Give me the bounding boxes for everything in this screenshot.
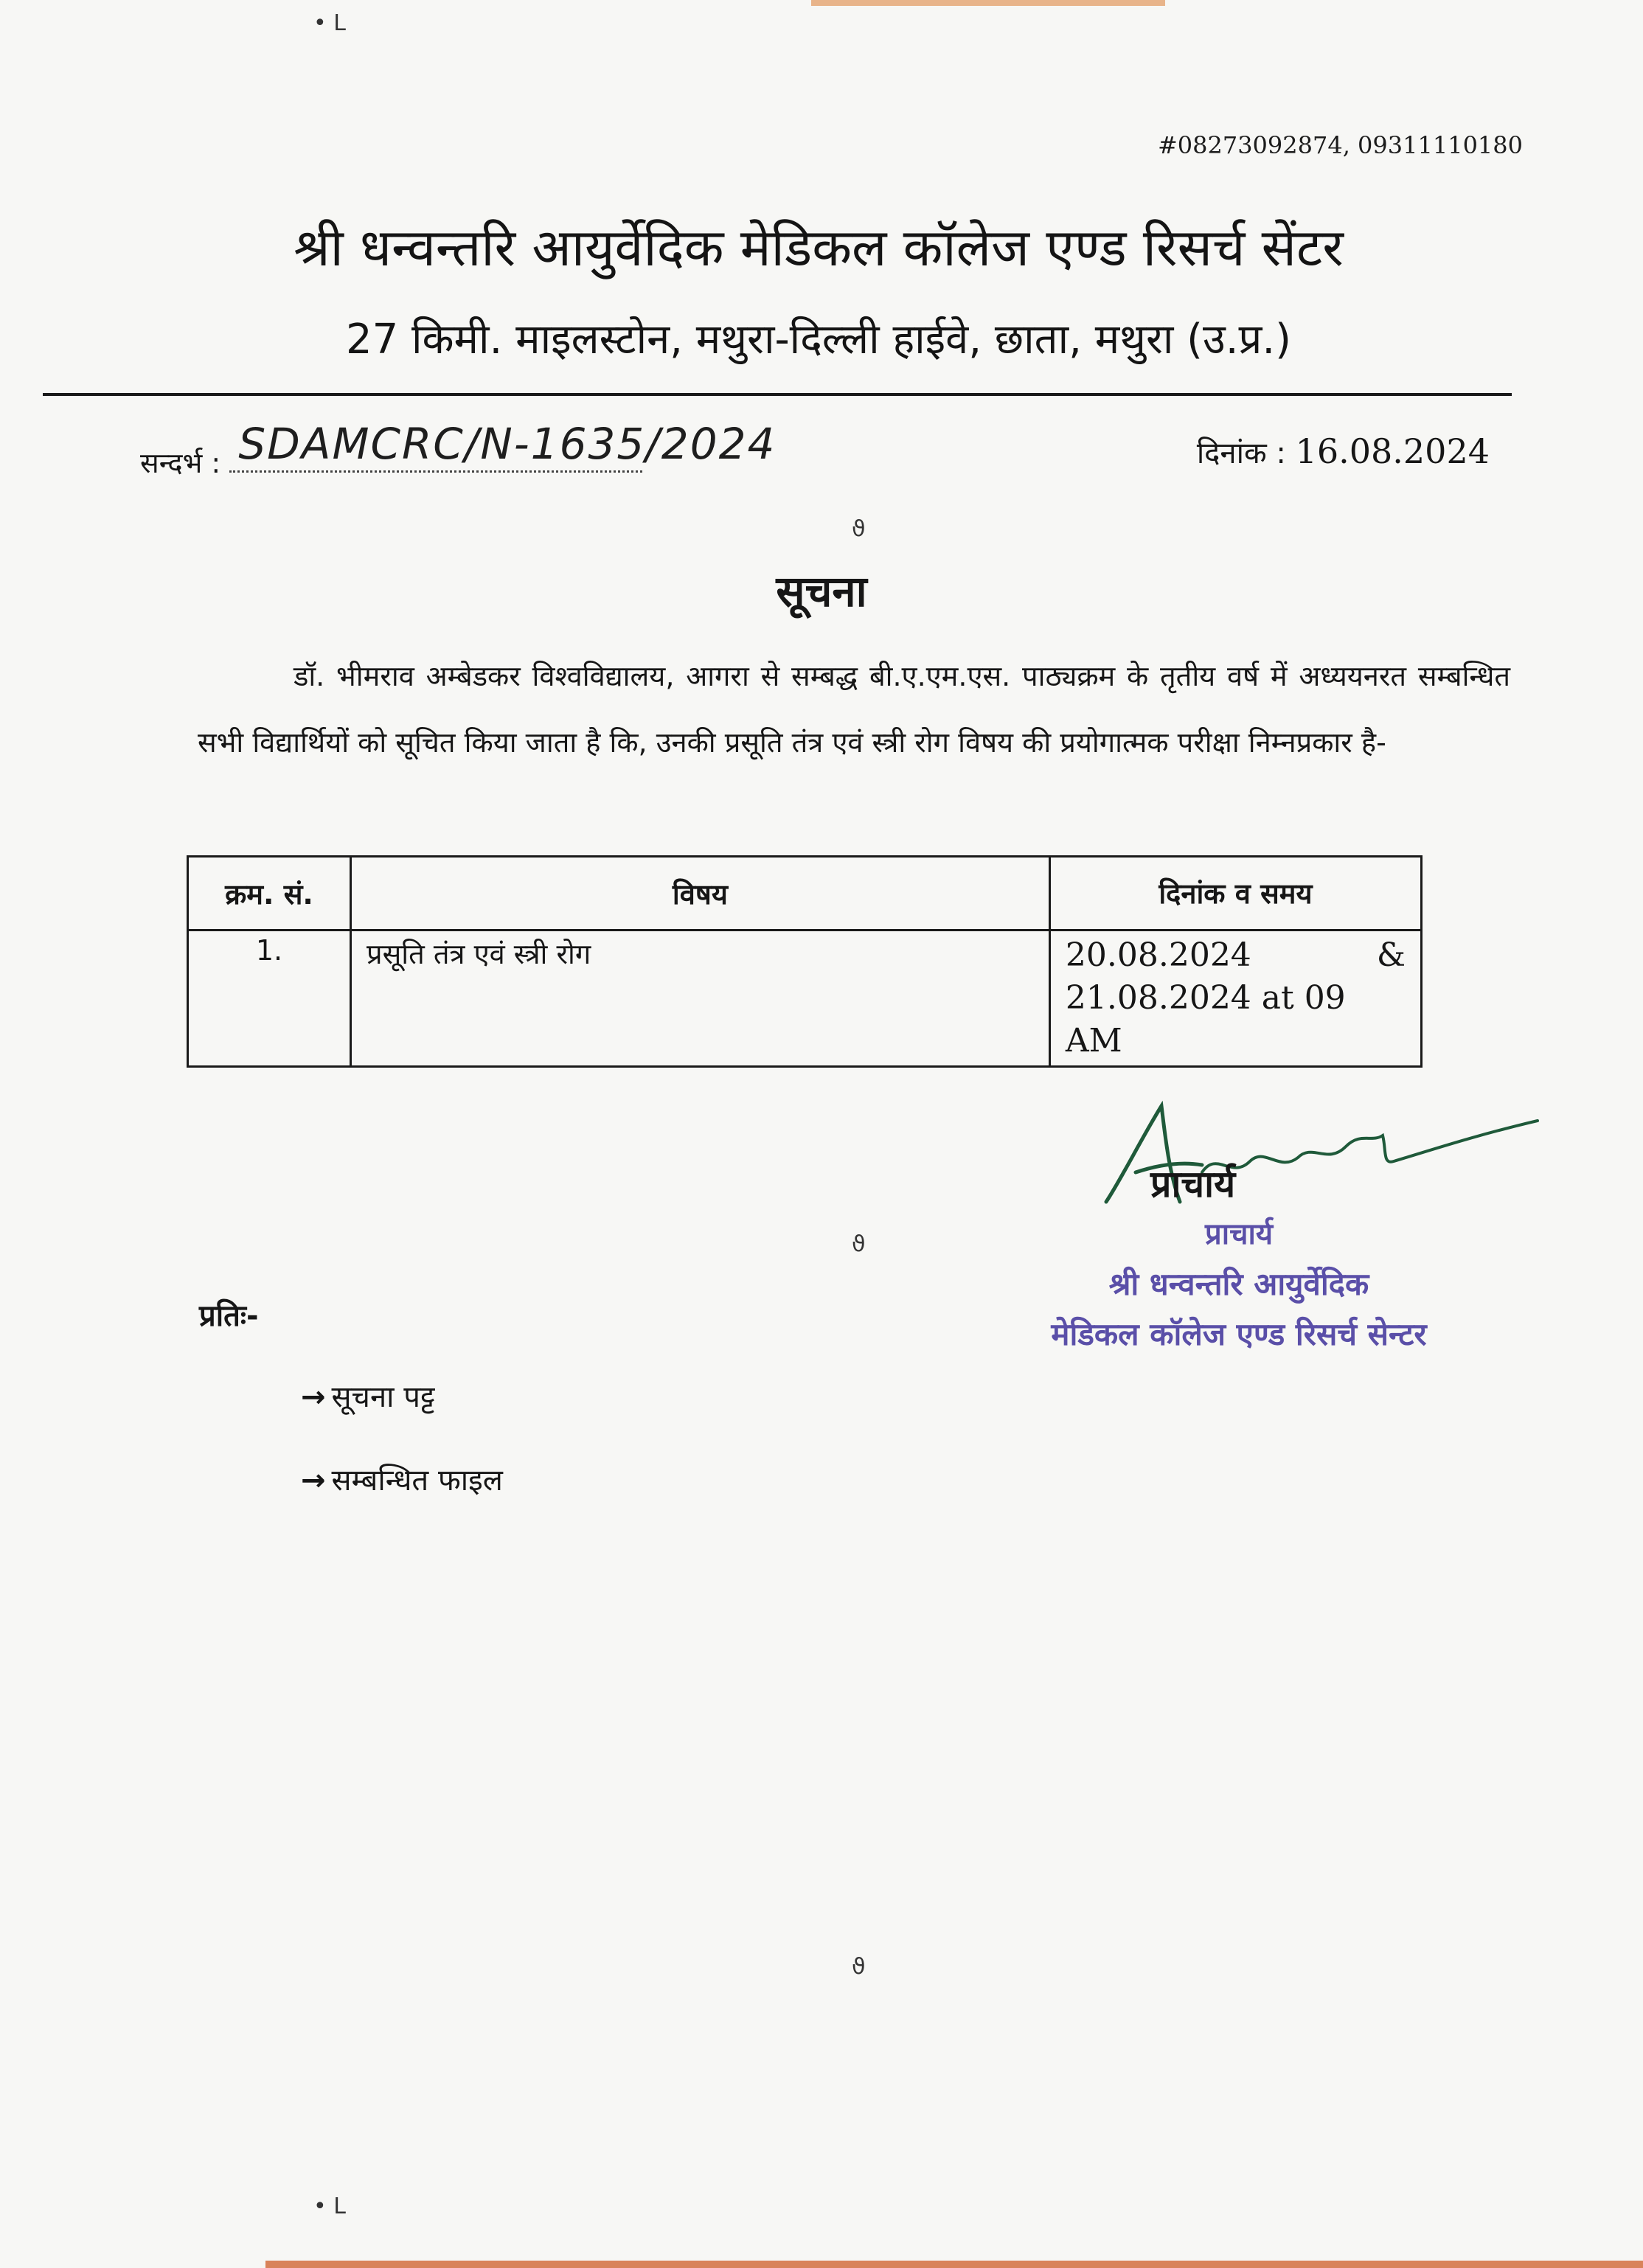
table-header-row bbox=[188, 857, 1422, 930]
paper-edge bbox=[265, 2261, 1643, 2268]
cell-serial: 1. bbox=[188, 930, 351, 1067]
scan-mark: ϑ bbox=[852, 516, 866, 542]
reference-dotted-field bbox=[229, 419, 777, 473]
date-label: दिनांक : bbox=[1196, 436, 1286, 470]
copy-to-item-label: सूचना पट्ट bbox=[331, 1380, 435, 1414]
table-row bbox=[188, 930, 1422, 1067]
header-date-time: दिनांक व समय bbox=[1049, 857, 1421, 930]
notice-body-text: डॉ. भीमराव अम्बेडकर विश्वविद्यालय, आगरा से सम्बद्ध बी.ए.एम.एस. पाठ्यक्रम के तृतीय वर्ष में अध्ययनरत सम्बन्धित सभी विद्यार्थियों को सूचित किया जाता है कि, उनकी प्रसूति तंत्र एवं स्त्री रोग विषय की प्रयोगात्मक परीक्षा निम्नप्रकार है- bbox=[198, 660, 1510, 759]
header-divider bbox=[43, 393, 1512, 396]
cell-date-time bbox=[1049, 930, 1421, 1067]
notice-body bbox=[198, 643, 1510, 776]
reference-line bbox=[140, 419, 777, 481]
copy-to-item bbox=[301, 1375, 435, 1416]
principal-stamp bbox=[1010, 1209, 1467, 1360]
cell-date-line1: 20.08.2024 bbox=[1065, 936, 1251, 974]
header-subject: विषय bbox=[350, 857, 1049, 930]
reference-label: सन्दर्भ : bbox=[140, 447, 221, 479]
scan-mark: • ᒪ bbox=[313, 10, 346, 36]
reference-number: SDAMCRC/N-1635/2024 bbox=[238, 419, 777, 469]
cell-subject: प्रसूति तंत्र एवं स्त्री रोग bbox=[350, 930, 1049, 1067]
stamp-line-college-2: मेडिकल कॉलेज एण्ड रिसर्च सेन्टर bbox=[1051, 1316, 1427, 1352]
stamp-line-designation: प्राचार्य bbox=[1204, 1217, 1274, 1251]
copy-to-item bbox=[301, 1458, 503, 1499]
principal-designation: प्राचार्य bbox=[1150, 1163, 1236, 1206]
arrow-right-icon: → bbox=[301, 1380, 326, 1414]
cell-ampersand: & bbox=[1376, 936, 1406, 974]
phone-numbers: #08273092874, 09311110180 bbox=[1157, 131, 1523, 159]
date-value: 16.08.2024 bbox=[1295, 431, 1490, 471]
cell-date-line2: 21.08.2024 at 09 AM bbox=[1065, 979, 1346, 1060]
scan-mark: ϑ bbox=[852, 1954, 866, 1980]
scan-mark: • ᒪ bbox=[313, 2194, 346, 2219]
scan-mark: ϑ bbox=[852, 1231, 866, 1257]
copy-to-item-label: सम्बन्धित फाइल bbox=[331, 1464, 503, 1497]
college-address: 27 किमी. माइलस्टोन, मथुरा-दिल्ली हाईवे, छाता, मथुरा (उ.प्र.) bbox=[345, 316, 1292, 363]
college-name: श्री धन्वन्तरि आयुर्वेदिक मेडिकल कॉलेज एण्ड रिसर्च सेंटर bbox=[293, 218, 1344, 278]
notice-title: सूचना bbox=[776, 566, 867, 616]
date-line bbox=[1158, 431, 1490, 472]
copy-to-label: प्रतिः- bbox=[199, 1299, 259, 1333]
stamp-line-college: श्री धन्वन्तरि आयुर्वेदिक bbox=[1108, 1266, 1369, 1302]
header-serial: क्रम. सं. bbox=[188, 857, 351, 930]
paper-edge bbox=[811, 0, 1165, 6]
exam-schedule-table bbox=[187, 855, 1423, 1068]
arrow-right-icon: → bbox=[301, 1464, 326, 1497]
